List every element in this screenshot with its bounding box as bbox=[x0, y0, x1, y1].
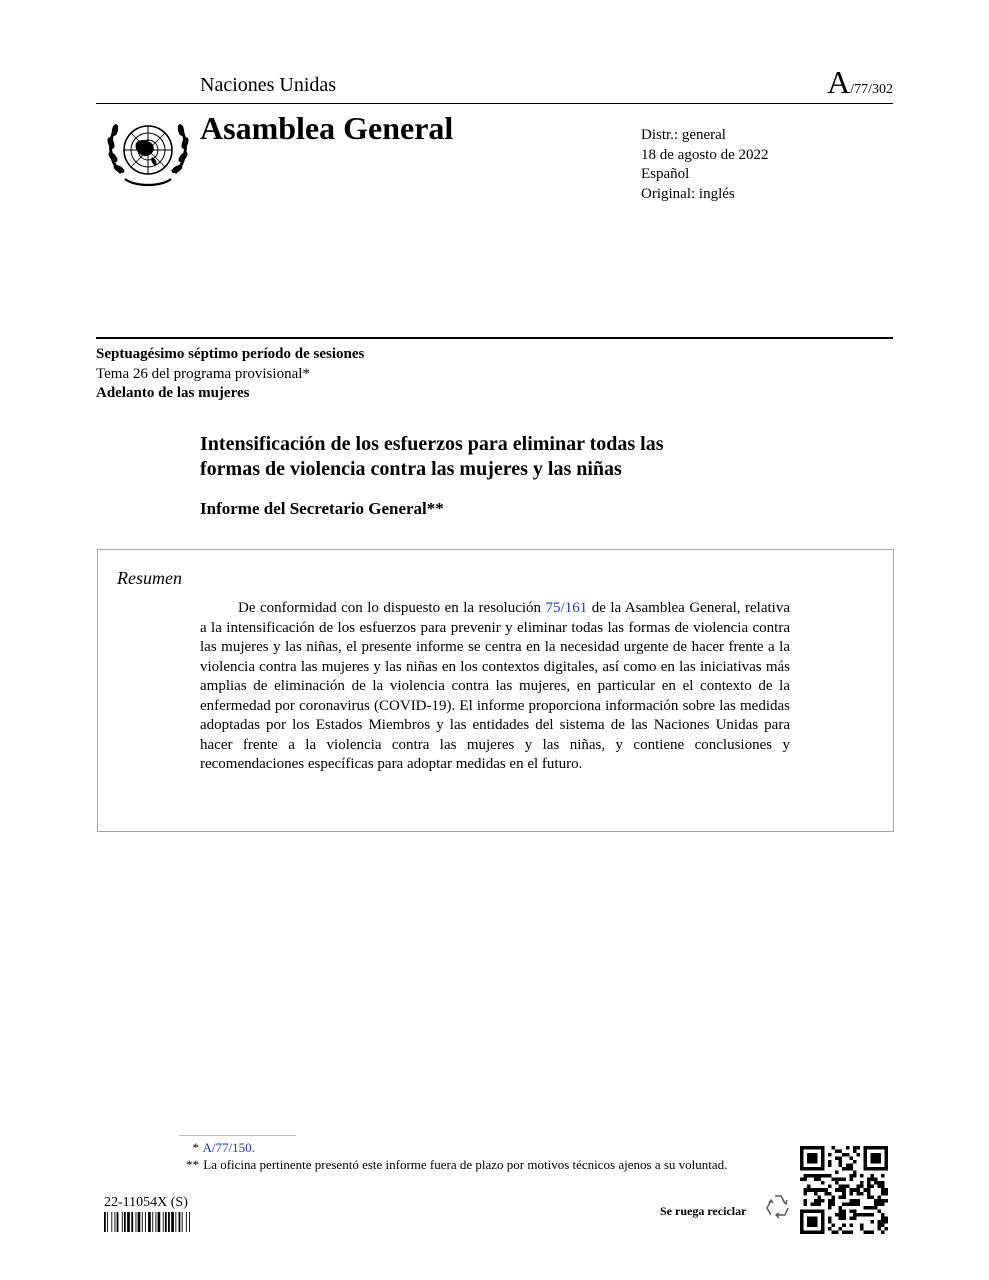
barcode-icon bbox=[104, 1212, 269, 1232]
un-emblem-icon bbox=[103, 113, 193, 193]
footnote-2-text: La oficina pertinente presentó este informe fuera de plazo por motivos técnicos ajenos a su voluntad. bbox=[203, 1157, 728, 1172]
footnote-1-link[interactable]: A/77/150 bbox=[202, 1140, 252, 1155]
resolution-link[interactable]: 75/161 bbox=[545, 600, 588, 616]
recycle-text: Se ruega reciclar bbox=[660, 1204, 747, 1218]
symbol-letter: A bbox=[827, 64, 851, 100]
distribution-block bbox=[641, 126, 768, 204]
original-language: Original: inglés bbox=[641, 185, 735, 202]
session-name: Septuagésimo séptimo período de sesiones bbox=[96, 346, 365, 362]
summary-text-rest: de la Asamblea General, relativa a la intensificación de los esfuerzos para prevenir y eliminar todas las formas de violencia contra las mujeres y las niñas, el presente informe se centra en la necesidad urgente de hacer frente a la violencia contra las mujeres y las niñas en los contextos digitales, así como en las iniciativas más amplias de eliminación de la violencia contra las mujeres, en particular en el contexto de la enfermedad por coronavirus (COVID-19). El informe proporciona información sobre las medidas adoptadas por los Estados Miembros y las entidades del sistema de las Naciones Unidas para hacer frente a la violencia contra las mujeres y las niñas, y contiene conclusiones y recomendaciones específicas para adoptar medidas en el futuro. bbox=[200, 600, 791, 772]
summary-heading: Resumen bbox=[117, 568, 182, 588]
footnote-1-period: . bbox=[251, 1140, 255, 1155]
session-block bbox=[96, 345, 364, 404]
symbol-number: /77/302 bbox=[850, 82, 893, 97]
summary-text bbox=[200, 599, 790, 775]
recycle-icon bbox=[763, 1191, 793, 1221]
qr-code-icon bbox=[800, 1146, 888, 1234]
organ-title: Asamblea General bbox=[200, 110, 454, 146]
footnote-rule bbox=[179, 1135, 296, 1136]
document-symbol bbox=[827, 64, 893, 108]
document-title-line-2: formas de violencia contra las mujeres y las niñas bbox=[200, 458, 622, 480]
document-title-line-1: Intensificación de los esfuerzos para eliminar todas las bbox=[200, 433, 664, 455]
agenda-item-title: Adelanto de las mujeres bbox=[96, 385, 250, 401]
footnote-2-mark: ** bbox=[186, 1157, 199, 1172]
org-name: Naciones Unidas bbox=[200, 74, 337, 96]
document-language: Español bbox=[641, 166, 690, 182]
footnote-1 bbox=[178, 1140, 255, 1156]
distribution-type: Distr.: general bbox=[641, 127, 726, 143]
summary-text-start: De conformidad con lo dispuesto en la resolución bbox=[238, 600, 546, 616]
footnote-1-mark: * bbox=[192, 1140, 199, 1155]
agenda-item: Tema 26 del programa provisional* bbox=[96, 365, 310, 382]
job-number: 22-11054X (S) bbox=[104, 1195, 188, 1210]
header-rule bbox=[96, 103, 893, 104]
footnote-2 bbox=[178, 1157, 768, 1173]
document-subtitle: Informe del Secretario General** bbox=[200, 499, 444, 518]
document-title bbox=[200, 432, 800, 482]
document-date: 18 de agosto de 2022 bbox=[641, 146, 769, 163]
session-rule bbox=[96, 337, 893, 339]
